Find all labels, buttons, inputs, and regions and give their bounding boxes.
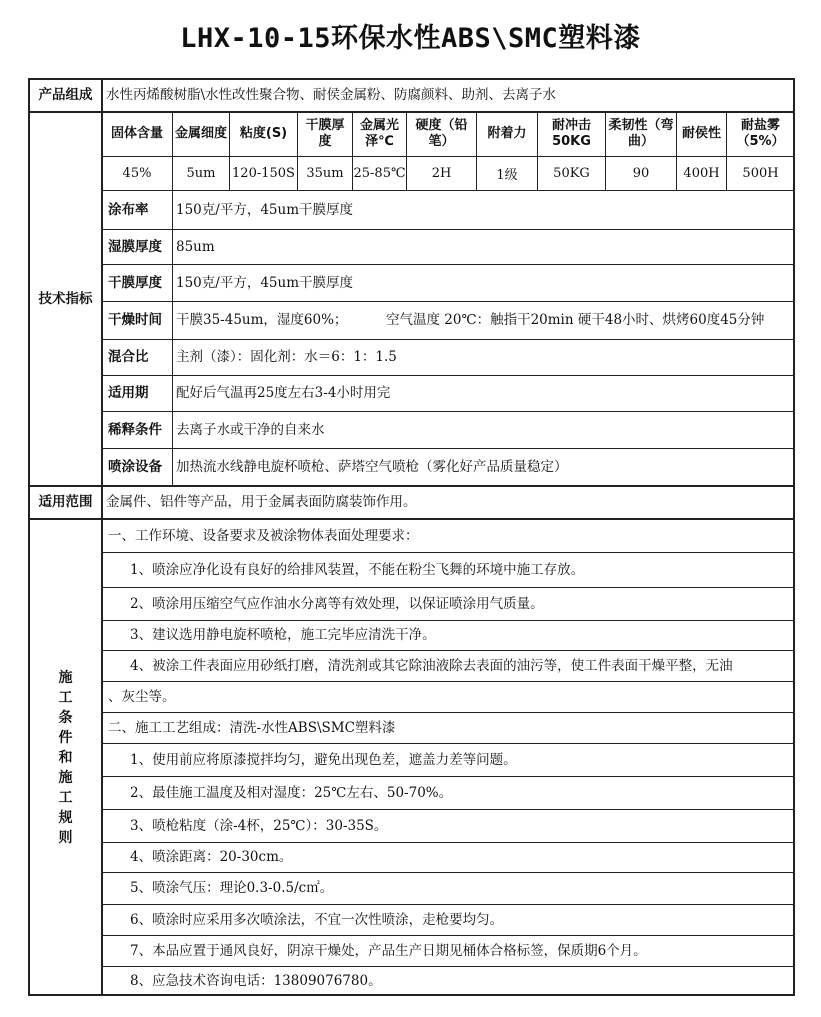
wet-film-label: 湿膜厚度 [108, 238, 162, 255]
construction-line: 6、喷涂时应采用多次喷涂法，不宜一次性喷涂，走枪要均匀。 [130, 911, 504, 928]
construction-line: 5、喷涂气压：理论0.3-0.5/c㎡。 [130, 880, 334, 897]
dry-film-value: 150克/平方，45um干膜厚度 [176, 274, 353, 291]
scope-value: 金属件、铝件等产品，用于金属表面防腐装饰作用。 [106, 494, 417, 511]
construction-line: 1、使用前应将原漆搅拌均匀，避免出现色差，遮盖力差等问题。 [130, 751, 517, 768]
spray-equipment-label: 喷涂设备 [108, 458, 162, 475]
construction-line: 4、喷涂距离：20-30cm。 [130, 849, 293, 866]
construction-line: 8、应急技术咨询电话：13809076780。 [130, 972, 382, 989]
page-title: LHX-10-15环保水性ABS\SMC塑料漆 [180, 23, 641, 54]
tech-header: 干膜厚度 [305, 118, 345, 149]
tech-value: 5um [186, 166, 216, 181]
tech-header: 柔韧性（弯曲） [608, 118, 674, 149]
tech-value: 500H [742, 166, 779, 181]
drying-time-value: 干膜35-45um，湿度60%； [176, 312, 348, 329]
mix-ratio-label: 混合比 [108, 349, 149, 366]
tech-value: 25-85℃ [353, 166, 406, 181]
coverage-value: 150克/平方，45um干膜厚度 [176, 201, 353, 218]
tech-header: 耐冲击50KG [551, 118, 591, 149]
tech-value: 2H [431, 166, 452, 181]
tech-header: 固体含量 [110, 126, 163, 142]
drying-time-label: 干燥时间 [108, 312, 162, 329]
tech-header: 耐侯性 [681, 126, 721, 142]
drying-time-detail: 空气温度 20℃：触指干20min 硬干48小时、烘烤60度45分钟 [386, 312, 765, 329]
spray-equipment-value: 加热流水线静电旋杯喷枪、萨塔空气喷枪（雾化好产品质量稳定） [176, 458, 568, 475]
divider [101, 681, 795, 682]
tech-header: 附着力 [487, 126, 527, 142]
construction-heading: 二、施工工艺组成：清洗-水性ABS\SMC塑料漆 [108, 719, 396, 736]
pot-life-value: 配好后气温再25度左右3-4小时用完 [176, 385, 391, 402]
composition-value: 水性丙烯酸树脂\水性改性聚合物、耐侯金属粉、防腐颜料、助剂、去离子水 [106, 87, 557, 104]
tech-header: 金属细度 [175, 126, 228, 142]
tech-value: 1级 [496, 168, 518, 183]
construction-line: 3、建议选用静电旋杯喷枪，施工完毕应清洗干净。 [130, 627, 436, 644]
tech-header: 耐盐雾（5%） [736, 118, 785, 149]
tech-value: 120-150S [232, 166, 295, 181]
construction-line: 2、喷涂用压缩空气应作油水分离等有效处理，以保证喷涂用气质量。 [130, 595, 544, 612]
construction-line: 1、喷涂应净化设有良好的给排风装置，不能在粉尘飞舞的环境中施工存放。 [130, 561, 585, 578]
tech-header: 金属光泽℃ [359, 118, 399, 149]
construction-line: 7、本品应置于通风良好，阴凉干燥处，产品生产日期见桶体合格标签，保质期6个月。 [130, 942, 647, 959]
tech-value: 400H [683, 166, 720, 181]
scope-label: 适用范围 [38, 494, 93, 511]
composition-label: 产品组成 [38, 87, 93, 104]
construction-line: 、灰尘等。 [108, 688, 176, 705]
mix-ratio-value: 主剂（漆）：固化剂：水＝6：1：1.5 [176, 349, 397, 366]
tech-value: 90 [632, 166, 650, 181]
dilution-label: 稀释条件 [108, 421, 162, 438]
dry-film-label: 干膜厚度 [108, 274, 162, 291]
tech-header: 粘度(S) [239, 126, 288, 142]
tech-value: 45% [122, 166, 152, 181]
tech-header: 硬度（铅笔） [415, 118, 468, 149]
coverage-label: 涂布率 [108, 201, 149, 218]
wet-film-value: 85um [176, 238, 215, 255]
construction-label: 施 工 条 件 和 施 工 规 则 [58, 670, 73, 846]
dilution-value: 去离子水或干净的自来水 [176, 421, 325, 438]
tech-label: 技术指标 [38, 290, 93, 307]
construction-line: 4、被涂工件表面应用砂纸打磨，清洗剂或其它除油液除去表面的油污等，使工件表面干燥平整，无油 [130, 657, 733, 674]
construction-line: 3、喷枪粘度（涂-4杯，25℃）：30-35S。 [130, 817, 388, 834]
construction-line: 2、最佳施工温度及相对湿度：25℃左右、50-70%。 [130, 784, 453, 801]
pot-life-label: 适用期 [108, 385, 149, 402]
tech-value: 35um [306, 166, 344, 181]
construction-heading: 一、工作环境、设备要求及被涂物体表面处理要求： [108, 527, 419, 544]
tech-value: 50KG [553, 166, 590, 181]
